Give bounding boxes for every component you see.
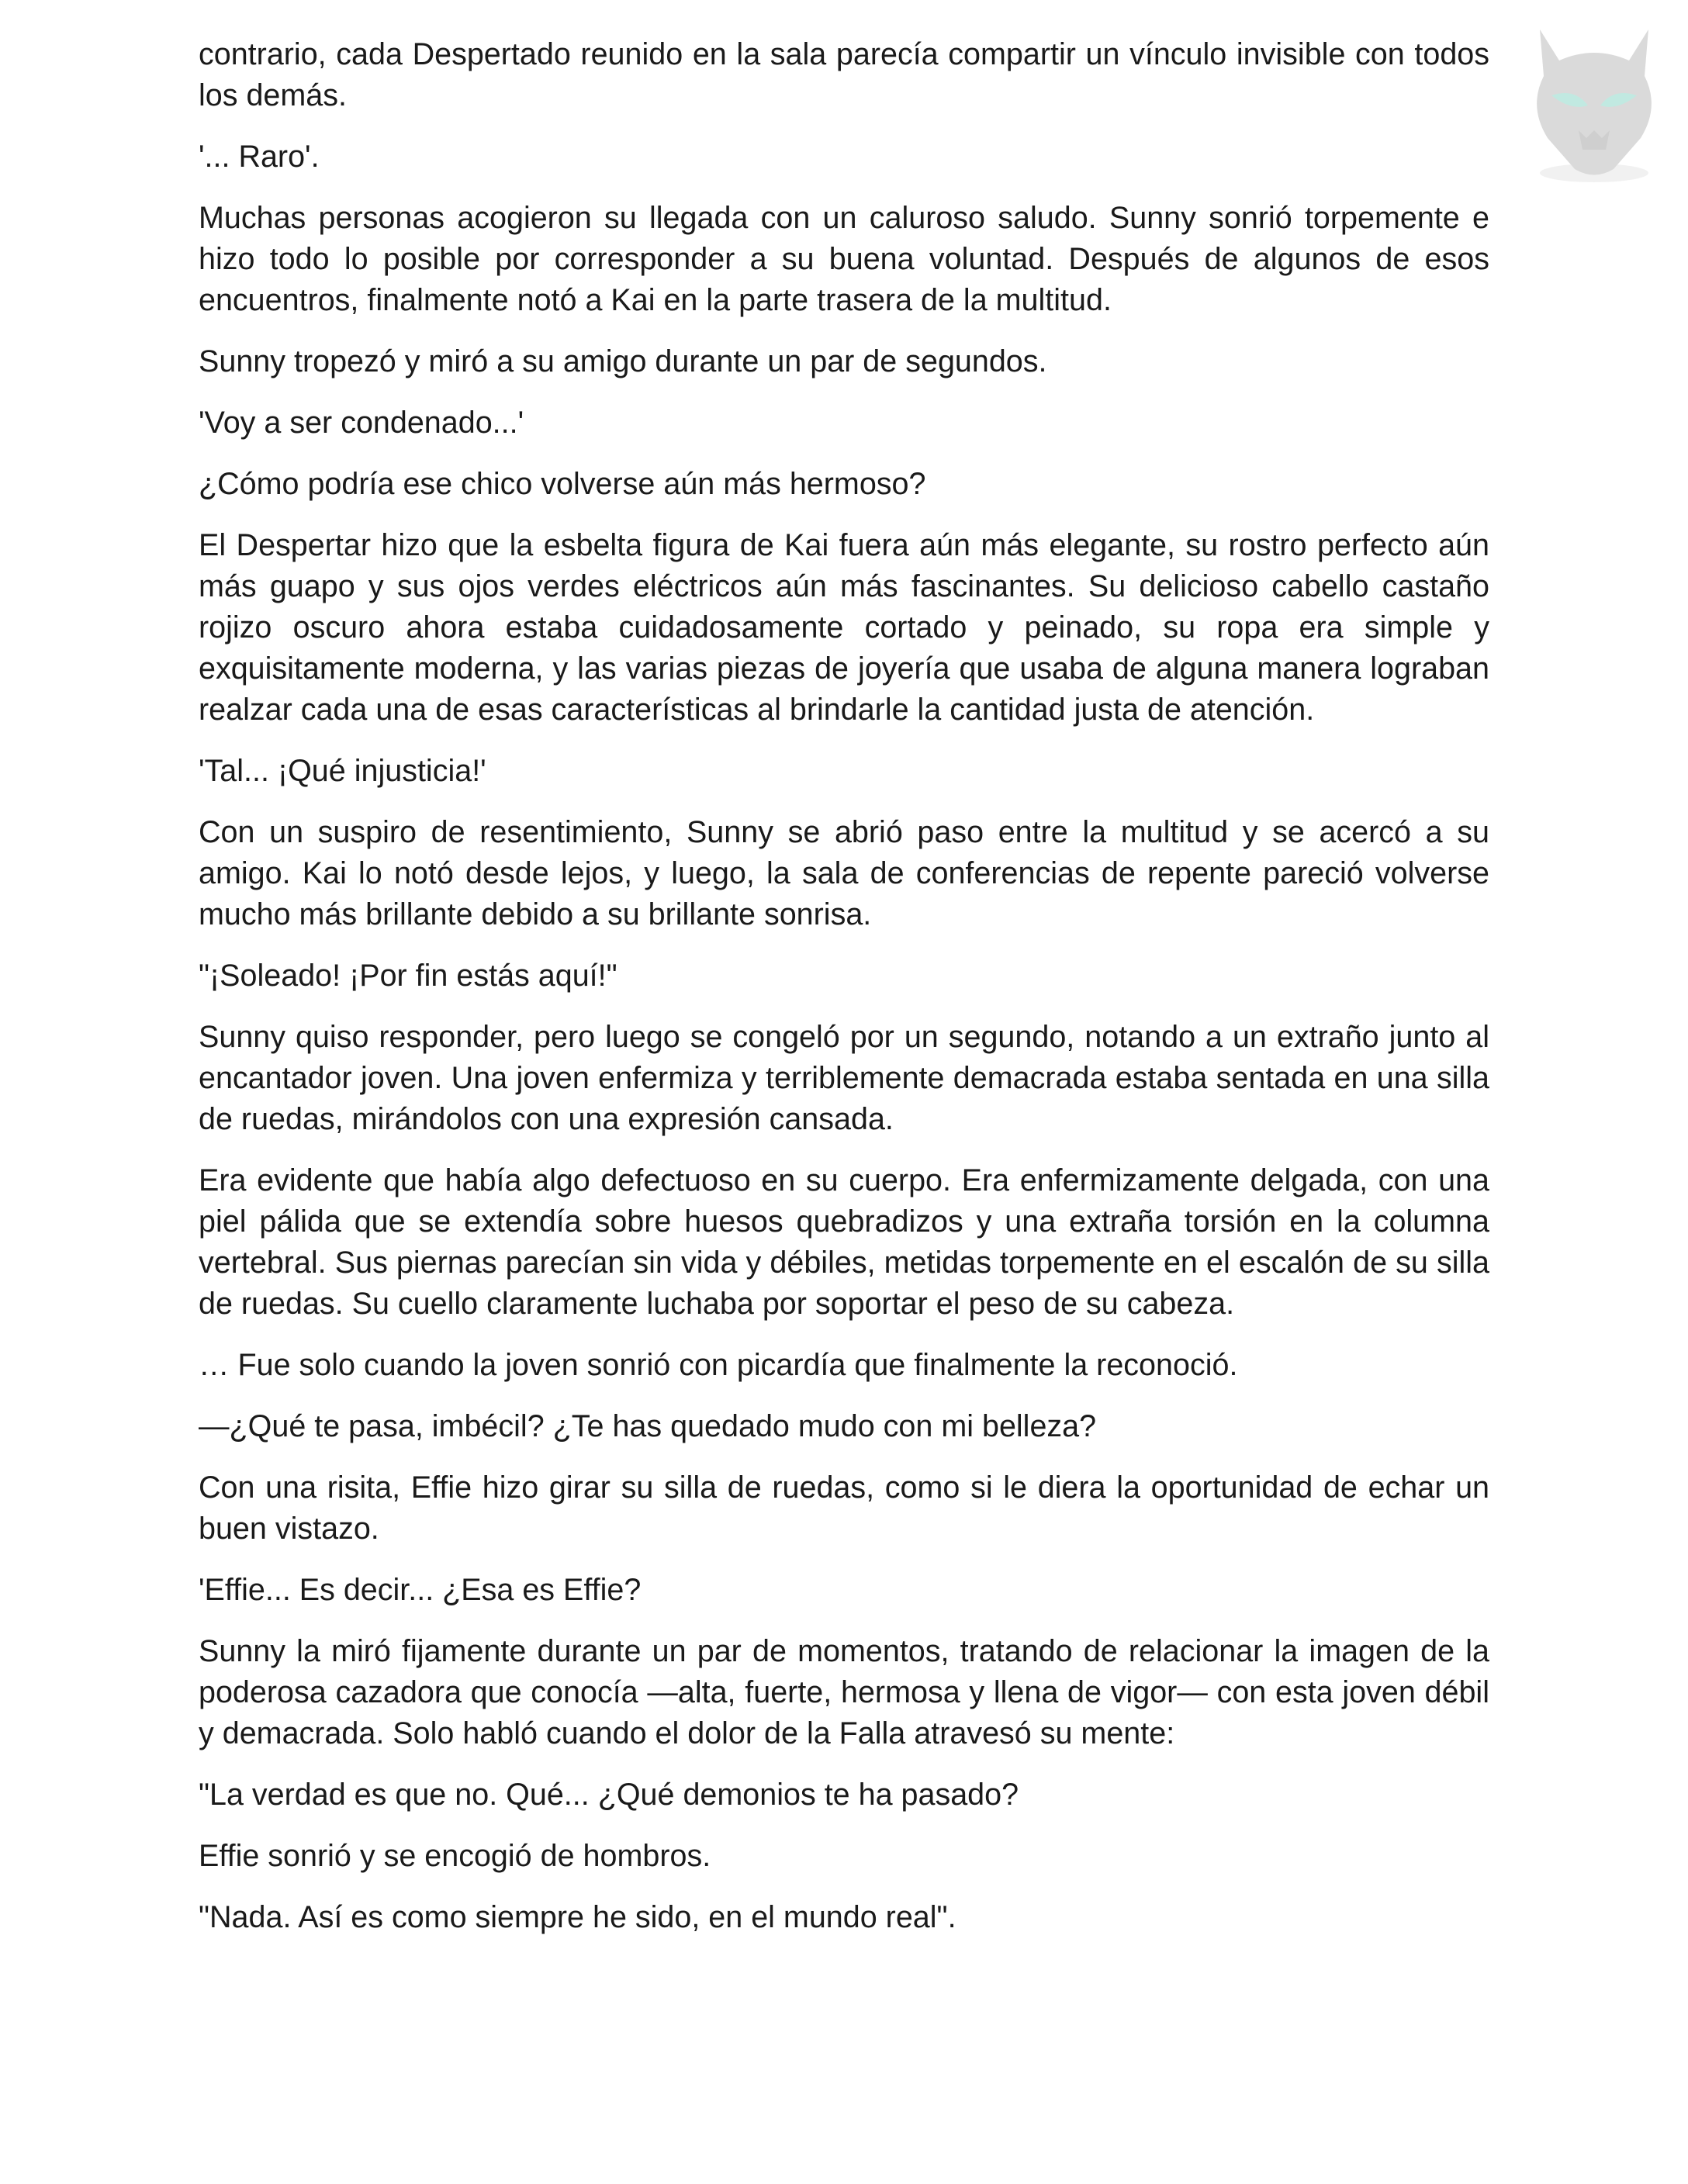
paragraph: Con un suspiro de resentimiento, Sunny se abrió paso entre la multitud y se acercó a su amigo. Kai lo notó desde lejos, y luego, la sala de conferencias de repente pareció volverse mucho más brillante debido a su brillante sonrisa.	[199, 815, 1489, 931]
paragraph: Con una risita, Effie hizo girar su silla de ruedas, como si le diera la oportunidad de echar un buen vistazo.	[199, 1470, 1489, 1546]
paragraph: El Despertar hizo que la esbelta figura de Kai fuera aún más elegante, su rostro perfecto aún más guapo y sus ojos verdes eléctricos aún más fascinantes. Su delicioso cabello castaño rojizo oscuro ahora estaba cuidadosamente cortado y peinado, su ropa era simple y exquisitamente moderna, y las varias piezas de joyería que usaba de alguna manera lograban realzar cada una de esas características al brindarle la cantidad justa de atención.	[199, 528, 1489, 727]
paragraph: Effie sonrió y se encogió de hombros.	[199, 1839, 711, 1873]
document-page	[199, 34, 1489, 1958]
paragraph: Era evidente que había algo defectuoso en su cuerpo. Era enfermizamente delgada, con una piel pálida que se extendía sobre huesos quebradizos y una extraña torsión en la columna vertebral. Sus piernas parecían sin vida y débiles, metidas torpemente en el escalón de su silla de ruedas. Su cuello claramente luchaba por soportar el peso de su cabeza.	[199, 1163, 1489, 1321]
paragraph: Sunny la miró fijamente durante un par de momentos, tratando de relacionar la imagen de la poderosa cazadora que conocía —alta, fuerte, hermosa y llena de vigor— con esta joven débil y demacrada. Solo habló cuando el dolor de la Falla atravesó su mente:	[199, 1634, 1489, 1750]
paragraph: contrario, cada Despertado reunido en la sala parecía compartir un vínculo invisible con todos los demás.	[199, 37, 1489, 112]
paragraph: … Fue solo cuando la joven sonrió con picardía que finalmente la reconoció.	[199, 1348, 1238, 1382]
paragraph: 'Tal... ¡Qué injusticia!'	[199, 754, 486, 788]
paragraph: '... Raro'.	[199, 140, 320, 174]
paragraph: 'Voy a ser condenado...'	[199, 406, 524, 440]
paragraph: "¡Soleado! ¡Por fin estás aquí!"	[199, 959, 617, 993]
paragraph: "Nada. Así es como siempre he sido, en el mundo real".	[199, 1900, 956, 1934]
paragraph: Sunny tropezó y miró a su amigo durante un par de segundos.	[199, 344, 1047, 378]
paragraph: 'Effie... Es decir... ¿Esa es Effie?	[199, 1573, 642, 1607]
paragraph: Muchas personas acogieron su llegada con un caluroso saludo. Sunny sonrió torpemente e hizo todo lo posible por corresponder a su buena voluntad. Después de algunos de esos encuentros, finalmente notó a Kai en la parte trasera de la multitud.	[199, 201, 1489, 317]
paragraph: —¿Qué te pasa, imbécil? ¿Te has quedado mudo con mi belleza?	[199, 1409, 1097, 1443]
paragraph: ¿Cómo podría ese chico volverse aún más hermoso?	[199, 467, 926, 501]
demon-mask-icon	[1517, 14, 1672, 192]
paragraph: "La verdad es que no. Qué... ¿Qué demonios te ha pasado?	[199, 1778, 1019, 1812]
paragraph: Sunny quiso responder, pero luego se congeló por un segundo, notando a un extraño junto al encantador joven. Una joven enfermiza y terriblemente demacrada estaba sentada en una silla de ruedas, mirándolos con una expresión cansada.	[199, 1020, 1489, 1136]
